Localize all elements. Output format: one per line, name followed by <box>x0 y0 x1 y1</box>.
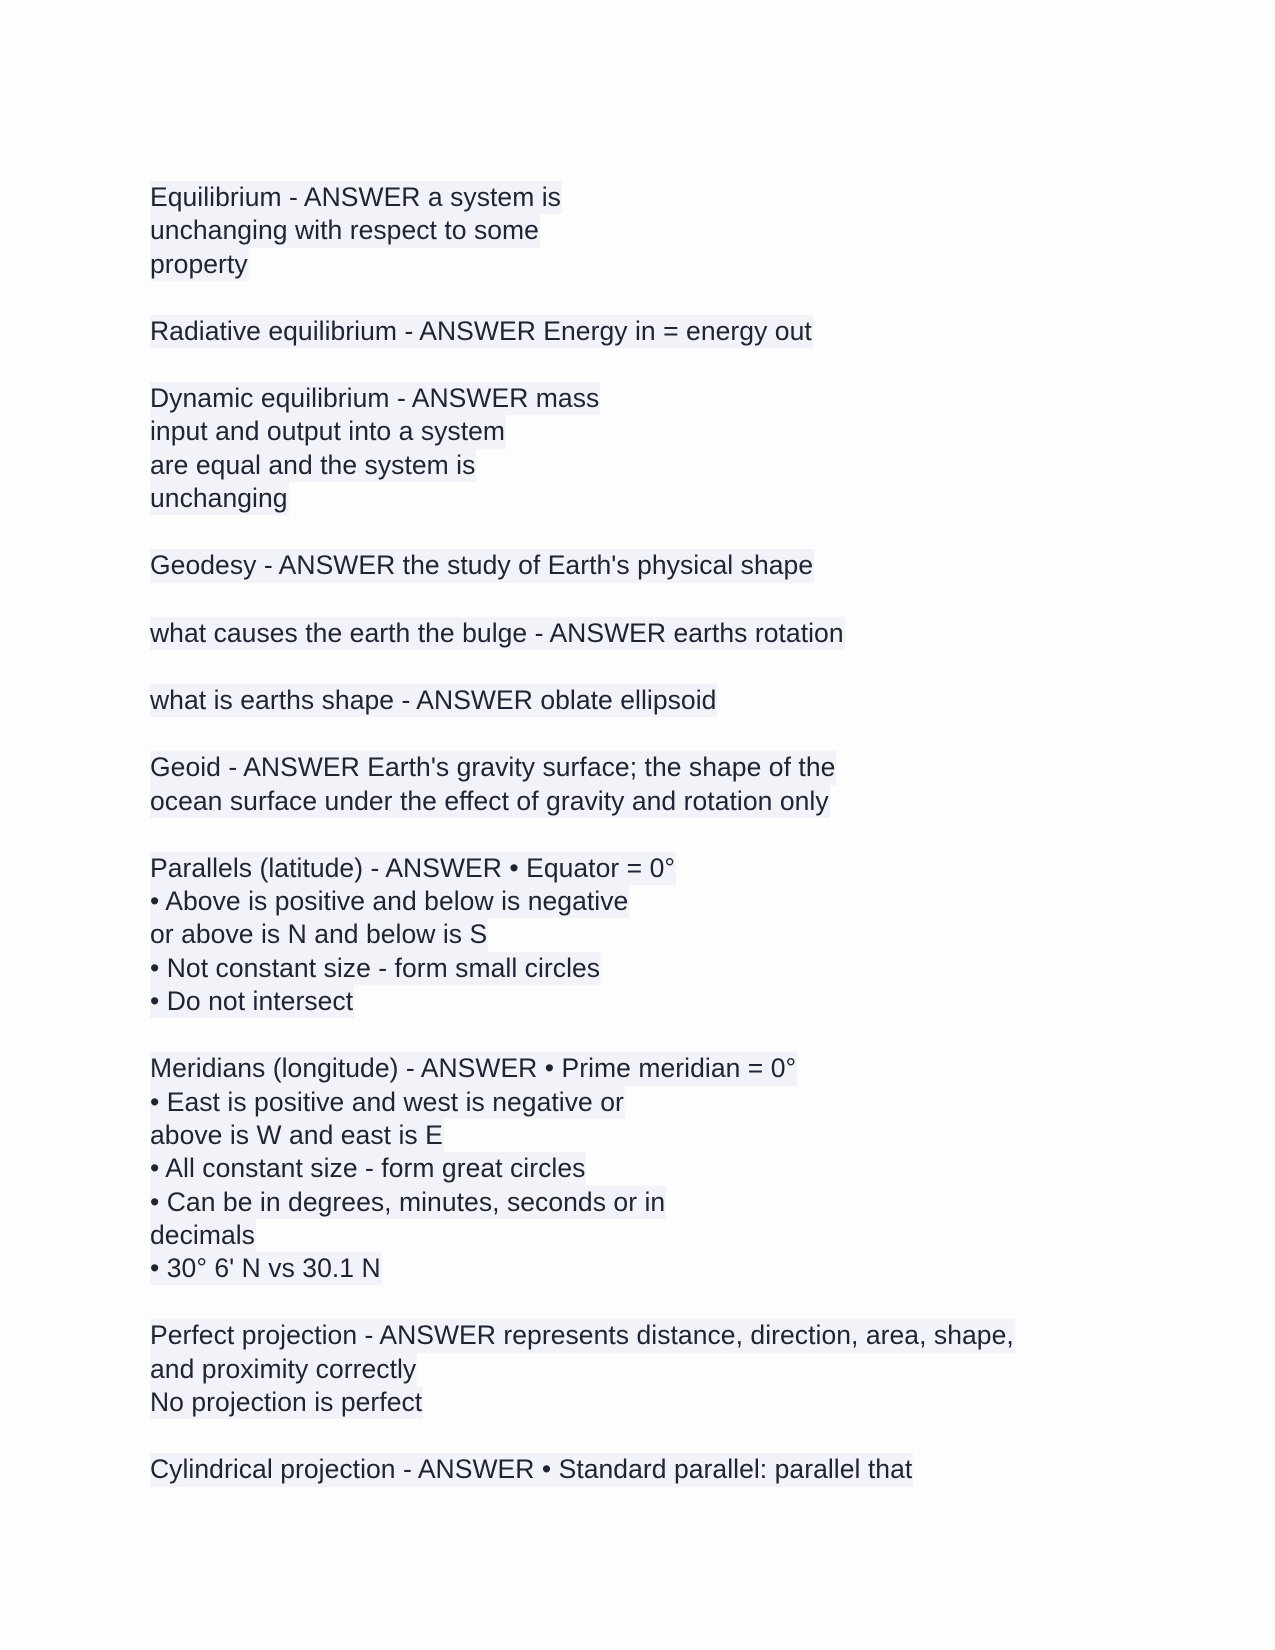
text-line: are equal and the system is <box>150 449 1150 482</box>
text-line: Perfect projection - ANSWER represents distance, direction, area, shape, <box>150 1319 1150 1352</box>
text-line: No projection is perfect <box>150 1386 1150 1419</box>
text-line: Cylindrical projection - ANSWER • Standard parallel: parallel that <box>150 1453 1150 1486</box>
text-line: what is earths shape - ANSWER oblate ellipsoid <box>150 684 1150 717</box>
text-line: • 30° 6' N vs 30.1 N <box>150 1252 1150 1285</box>
text-line: decimals <box>150 1219 1150 1252</box>
text-line: and proximity correctly <box>150 1353 1150 1386</box>
entry-parallels <box>150 852 1150 1018</box>
text-line: • East is positive and west is negative or <box>150 1086 1150 1119</box>
text-line: unchanging with respect to some <box>150 214 1150 247</box>
text-line: Meridians (longitude) - ANSWER • Prime meridian = 0° <box>150 1052 1150 1085</box>
text-line: Radiative equilibrium - ANSWER Energy in = energy out <box>150 315 1150 348</box>
text-line: Geoid - ANSWER Earth's gravity surface; the shape of the <box>150 751 1150 784</box>
entry-radiative-equilibrium <box>150 315 1150 348</box>
text-line: unchanging <box>150 482 1150 515</box>
text-line: property <box>150 248 1150 281</box>
entry-earth-shape <box>150 684 1150 717</box>
text-line: what causes the earth the bulge - ANSWER earths rotation <box>150 617 1150 650</box>
text-line: above is W and east is E <box>150 1119 1150 1152</box>
text-line: • Not constant size - form small circles <box>150 952 1150 985</box>
entry-dynamic-equilibrium <box>150 382 1150 515</box>
text-line: • Above is positive and below is negative <box>150 885 1150 918</box>
entry-perfect-projection <box>150 1319 1150 1419</box>
text-line: • Can be in degrees, minutes, seconds or in <box>150 1186 1150 1219</box>
text-line: or above is N and below is S <box>150 918 1150 951</box>
text-line: • All constant size - form great circles <box>150 1152 1150 1185</box>
text-line: ocean surface under the effect of gravity and rotation only <box>150 785 1150 818</box>
text-line: Equilibrium - ANSWER a system is <box>150 181 1150 214</box>
entry-geoid <box>150 751 1150 818</box>
entry-equilibrium <box>150 181 1150 281</box>
text-line: Geodesy - ANSWER the study of Earth's physical shape <box>150 549 1150 582</box>
text-line: • Do not intersect <box>150 985 1150 1018</box>
entry-meridians <box>150 1052 1150 1285</box>
text-line: Dynamic equilibrium - ANSWER mass <box>150 382 1150 415</box>
entry-geodesy <box>150 549 1150 582</box>
text-line: input and output into a system <box>150 415 1150 448</box>
text-line: Parallels (latitude) - ANSWER • Equator = 0° <box>150 852 1150 885</box>
entry-cylindrical-projection <box>150 1453 1150 1486</box>
flashcard-list <box>150 181 1150 1521</box>
entry-earth-bulge <box>150 617 1150 650</box>
